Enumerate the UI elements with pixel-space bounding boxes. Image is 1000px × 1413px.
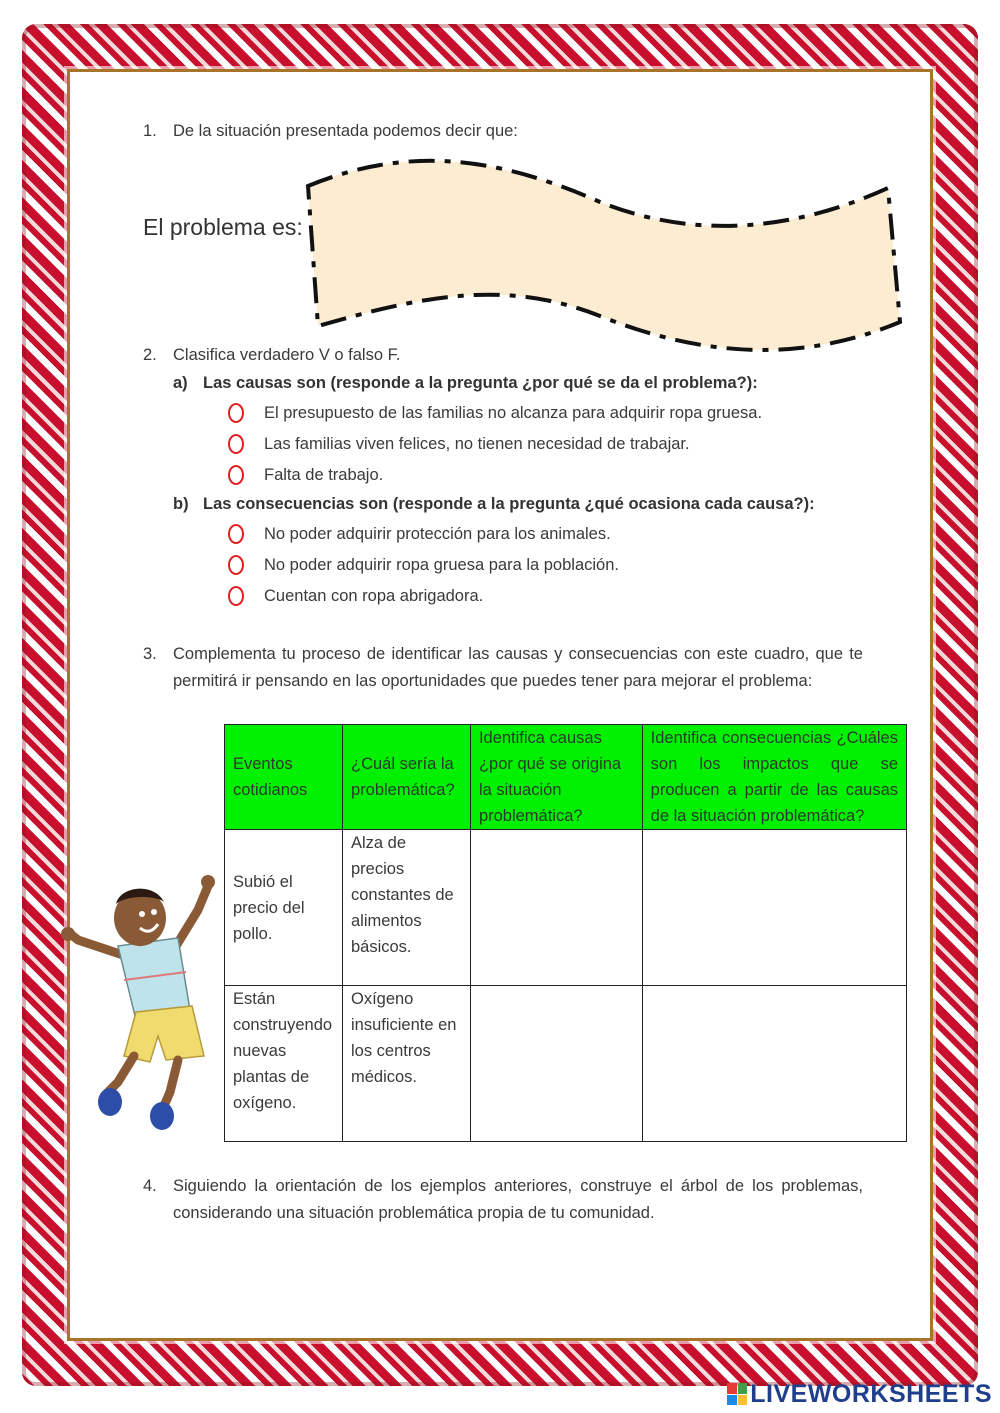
subquestion-text: Las causas son (responde a la pregunta ¿por qué se da el problema?): [203,374,758,392]
question-1 [143,118,863,145]
option-b-1 [228,524,788,548]
answer-circle-input[interactable] [228,586,244,606]
question-number: 2. [143,346,157,364]
answer-circle-input[interactable] [228,465,244,485]
option-b-3 [228,586,788,610]
table-cell: Están construyendo nuevas plantas de oxígeno. [225,986,343,1142]
answer-circle-input[interactable] [228,555,244,575]
question-text: Siguiendo la orientación de los ejemplos anteriores, construye el árbol de los problemas, considerando una situación problemática propia de tu comunidad. [173,1177,863,1222]
option-a-3 [228,465,788,489]
answer-circle-input[interactable] [228,403,244,423]
causes-answer-cell[interactable] [470,830,642,986]
table-row [225,830,907,986]
table-cell: Subió el precio del pollo. [225,830,343,986]
liveworksheets-logo [727,1381,992,1407]
option-text: Falta de trabajo. [264,466,384,484]
subquestion-letter: b) [173,495,189,513]
answer-circle-input[interactable] [228,434,244,454]
question-number: 1. [143,122,157,140]
jumping-child-illustration [58,860,228,1140]
question-text: De la situación presentada podemos decir que: [173,122,518,140]
table-row [225,986,907,1142]
problem-answer-banner[interactable] [300,150,910,360]
question-text: Complementa tu proceso de identificar las causas y consecuencias con este cuadro, que te permitirá ir pensando en las oportunidades que puedes tener para mejorar el problema: [173,645,863,690]
logo-icon [727,1383,747,1405]
subquestion-a [173,374,873,398]
option-b-2 [228,555,788,579]
causes-answer-cell[interactable] [470,986,642,1142]
problem-label: El problema es: [143,214,303,240]
option-a-2 [228,434,788,458]
question-4 [143,1173,863,1229]
option-text: No poder adquirir ropa gruesa para la población. [264,556,619,574]
option-text: Las familias viven felices, no tienen necesidad de trabajar. [264,435,690,453]
banner-shape [308,161,900,350]
table-cell: Oxígeno insuficiente en los centros médicos. [342,986,470,1142]
subquestion-text: Las consecuencias son (responde a la pregunta ¿qué ocasiona cada causa?): [203,495,815,513]
option-text: No poder adquirir protección para los animales. [264,525,611,543]
header-cell: ¿Cuál sería la problemática? [342,725,470,830]
header-cell: Identifica consecuencias ¿Cuáles son los impactos que se producen a partir de las causas de la situación problemática? [642,725,906,830]
table-header-row [225,725,907,830]
option-a-1 [228,403,788,427]
question-3 [143,641,863,697]
subquestion-letter: a) [173,374,188,392]
question-number: 3. [143,645,157,663]
consequences-answer-cell[interactable] [642,986,906,1142]
causes-consequences-table [224,724,907,1142]
option-text: El presupuesto de las familias no alcanza para adquirir ropa gruesa. [264,404,763,422]
option-text: Cuentan con ropa abrigadora. [264,587,484,605]
subquestion-b [173,495,873,519]
question-2 [143,342,863,369]
header-cell: Eventos cotidianos [225,725,343,830]
table-cell: Alza de precios constantes de alimentos básicos. [342,830,470,986]
header-cell: Identifica causas ¿por qué se origina la situación problemática? [470,725,642,830]
consequences-answer-cell[interactable] [642,830,906,986]
question-number: 4. [143,1177,157,1195]
logo-text: LIVEWORKSHEETS [750,1379,992,1408]
answer-circle-input[interactable] [228,524,244,544]
question-text: Clasifica verdadero V o falso F. [173,346,401,364]
